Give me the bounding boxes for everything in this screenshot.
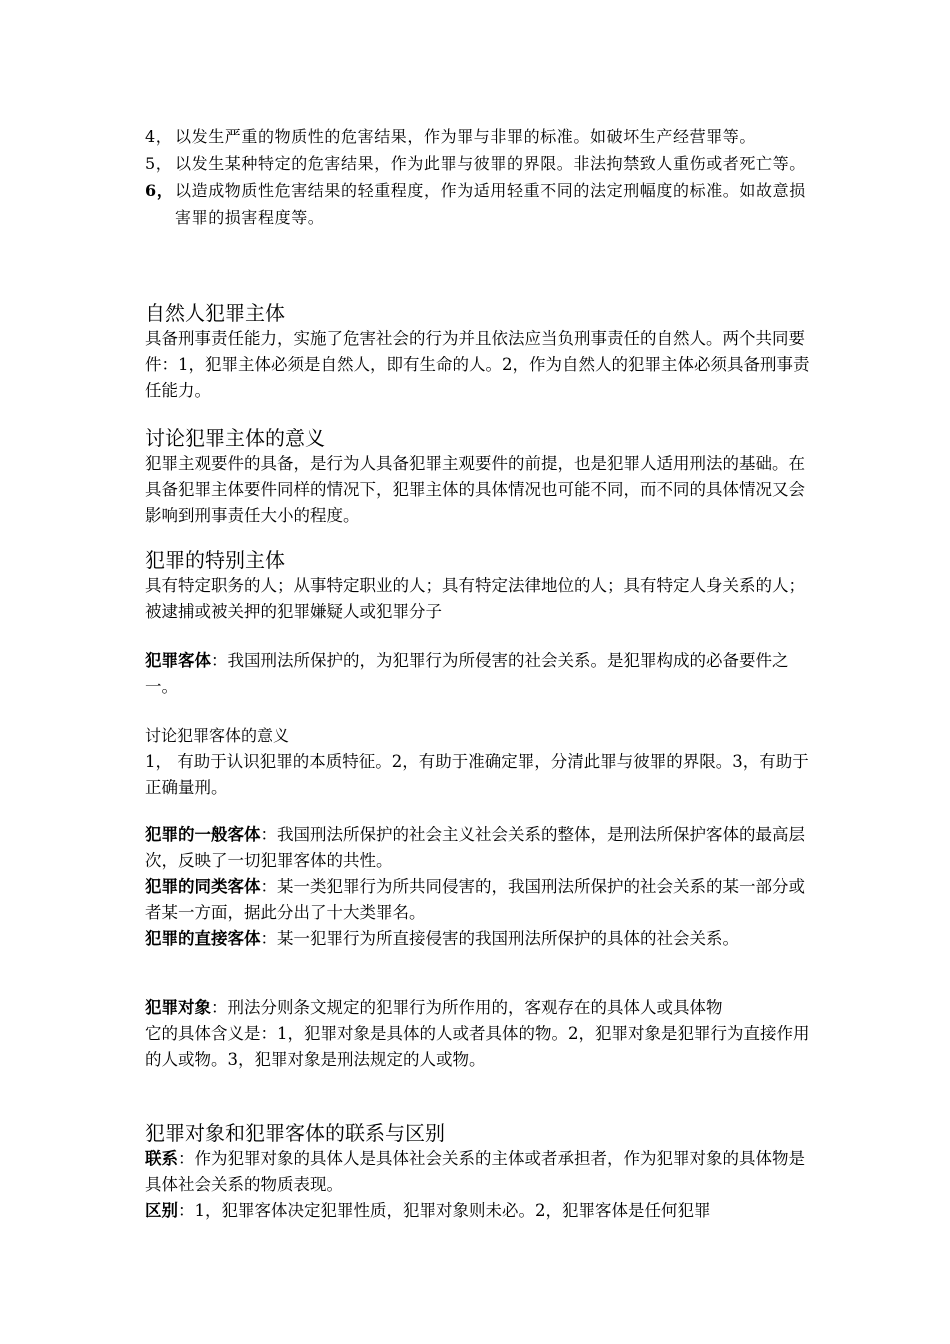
definition-text: ：某一犯罪行为所直接侵害的我国刑法所保护的具体的社会关系。: [260, 929, 739, 948]
term-label: 犯罪客体: [145, 651, 211, 670]
detail-paragraph: 它的具体含义是：1，犯罪对象是具体的人或者具体的物。2，犯罪对象是犯罪行为直接作用的人或物。3，犯罪对象是刑法规定的人或物。: [145, 1024, 810, 1069]
section-heading: 讨论犯罪客体的意义: [145, 726, 290, 745]
section-text: 具备刑事责任能力，实施了危害社会的行为并且依法应当负刑事责任的自然人。两个共同要件：1，犯罪主体必须是自然人，即有生命的人。2，作为自然人的犯罪主体必须具备刑事责任能力。: [145, 329, 810, 400]
object-significance-section: [145, 723, 815, 801]
definition-text: ：我国刑法所保护的，为犯罪行为所侵害的社会关系。是犯罪构成的必备要件之一。: [145, 651, 789, 696]
term-label: 犯罪的同类客体: [145, 877, 261, 896]
subject-significance-section: [145, 425, 815, 529]
definition-paragraph: [145, 822, 815, 874]
definition-paragraph: [145, 874, 815, 926]
definition-text: ：某一类犯罪行为所共同侵害的，我国刑法所保护的社会关系的某一部分或者某一方面，据此分出了十大类罪名。: [145, 877, 805, 922]
term-label: 犯罪的一般客体: [145, 825, 261, 844]
definition-paragraph: [145, 648, 815, 700]
relation-section: [145, 1120, 815, 1224]
crime-target-section: [145, 995, 815, 1073]
definition-paragraph: [145, 995, 815, 1021]
section-heading: 讨论犯罪主体的意义: [145, 426, 325, 450]
harm-result-list: [145, 123, 815, 231]
definition-text: ：作为犯罪对象的具体人是具体社会关系的主体或者承担者，作为犯罪对象的具体物是具体社会关系的物质表现。: [145, 1149, 805, 1194]
list-number: 4，: [145, 127, 173, 146]
list-item: [145, 123, 815, 150]
term-label: 犯罪对象: [145, 998, 211, 1017]
list-text: 以发生某种特定的危害结果，作为此罪与彼罪的界限。非法拘禁致人重伤或者死亡等。: [175, 154, 806, 173]
section-heading: 犯罪的特别主体: [145, 548, 285, 572]
definition-paragraph: [145, 1198, 815, 1224]
section-text: 具有特定职务的人；从事特定职业的人；具有特定法律地位的人；具有特定人身关系的人；被逮捕或被关押的犯罪嫌疑人或犯罪分子: [145, 576, 805, 621]
list-number: 6，: [145, 181, 174, 200]
section-heading: 自然人犯罪主体: [145, 301, 285, 325]
definition-paragraph: [145, 1146, 815, 1198]
term-label: 联系: [145, 1149, 178, 1168]
special-subject-section: [145, 547, 815, 625]
crime-object-definition: [145, 648, 815, 700]
list-text: 以发生严重的物质性的危害结果，作为罪与非罪的标准。如破坏生产经营罪等。: [175, 127, 757, 146]
list-item: [145, 177, 815, 231]
natural-person-section: [145, 300, 815, 404]
definition-text: ：我国刑法所保护的社会主义社会关系的整体，是刑法所保护客体的最高层次，反映了一切犯罪客体的共性。: [145, 825, 805, 870]
section-text: 犯罪主观要件的具备，是行为人具备犯罪主观要件的前提，也是犯罪人适用刑法的基础。在具备犯罪主体要件同样的情况下，犯罪主体的具体情况也可能不同，而不同的具体情况又会影响到刑事责任大小的程度。: [145, 454, 805, 525]
definition-paragraph: [145, 926, 815, 952]
object-types-section: [145, 822, 815, 952]
list-number: 5，: [145, 154, 173, 173]
term-label: 犯罪的直接客体: [145, 929, 261, 948]
section-text: 1， 有助于认识犯罪的本质特征。2，有助于准确定罪，分清此罪与彼罪的界限。3，有助于正确量刑。: [145, 752, 809, 797]
list-text: 以造成物质性危害结果的轻重程度，作为适用轻重不同的法定刑幅度的标准。如故意损害罪的损害程度等。: [175, 181, 806, 227]
definition-text: ：1，犯罪客体决定犯罪性质，犯罪对象则未必。2，犯罪客体是任何犯罪: [178, 1201, 711, 1220]
definition-text: ：刑法分则条文规定的犯罪行为所作用的，客观存在的具体人或具体物: [211, 998, 723, 1017]
list-item: [145, 150, 815, 177]
section-heading: 犯罪对象和犯罪客体的联系与区别: [145, 1121, 445, 1145]
term-label: 区别: [145, 1201, 178, 1220]
